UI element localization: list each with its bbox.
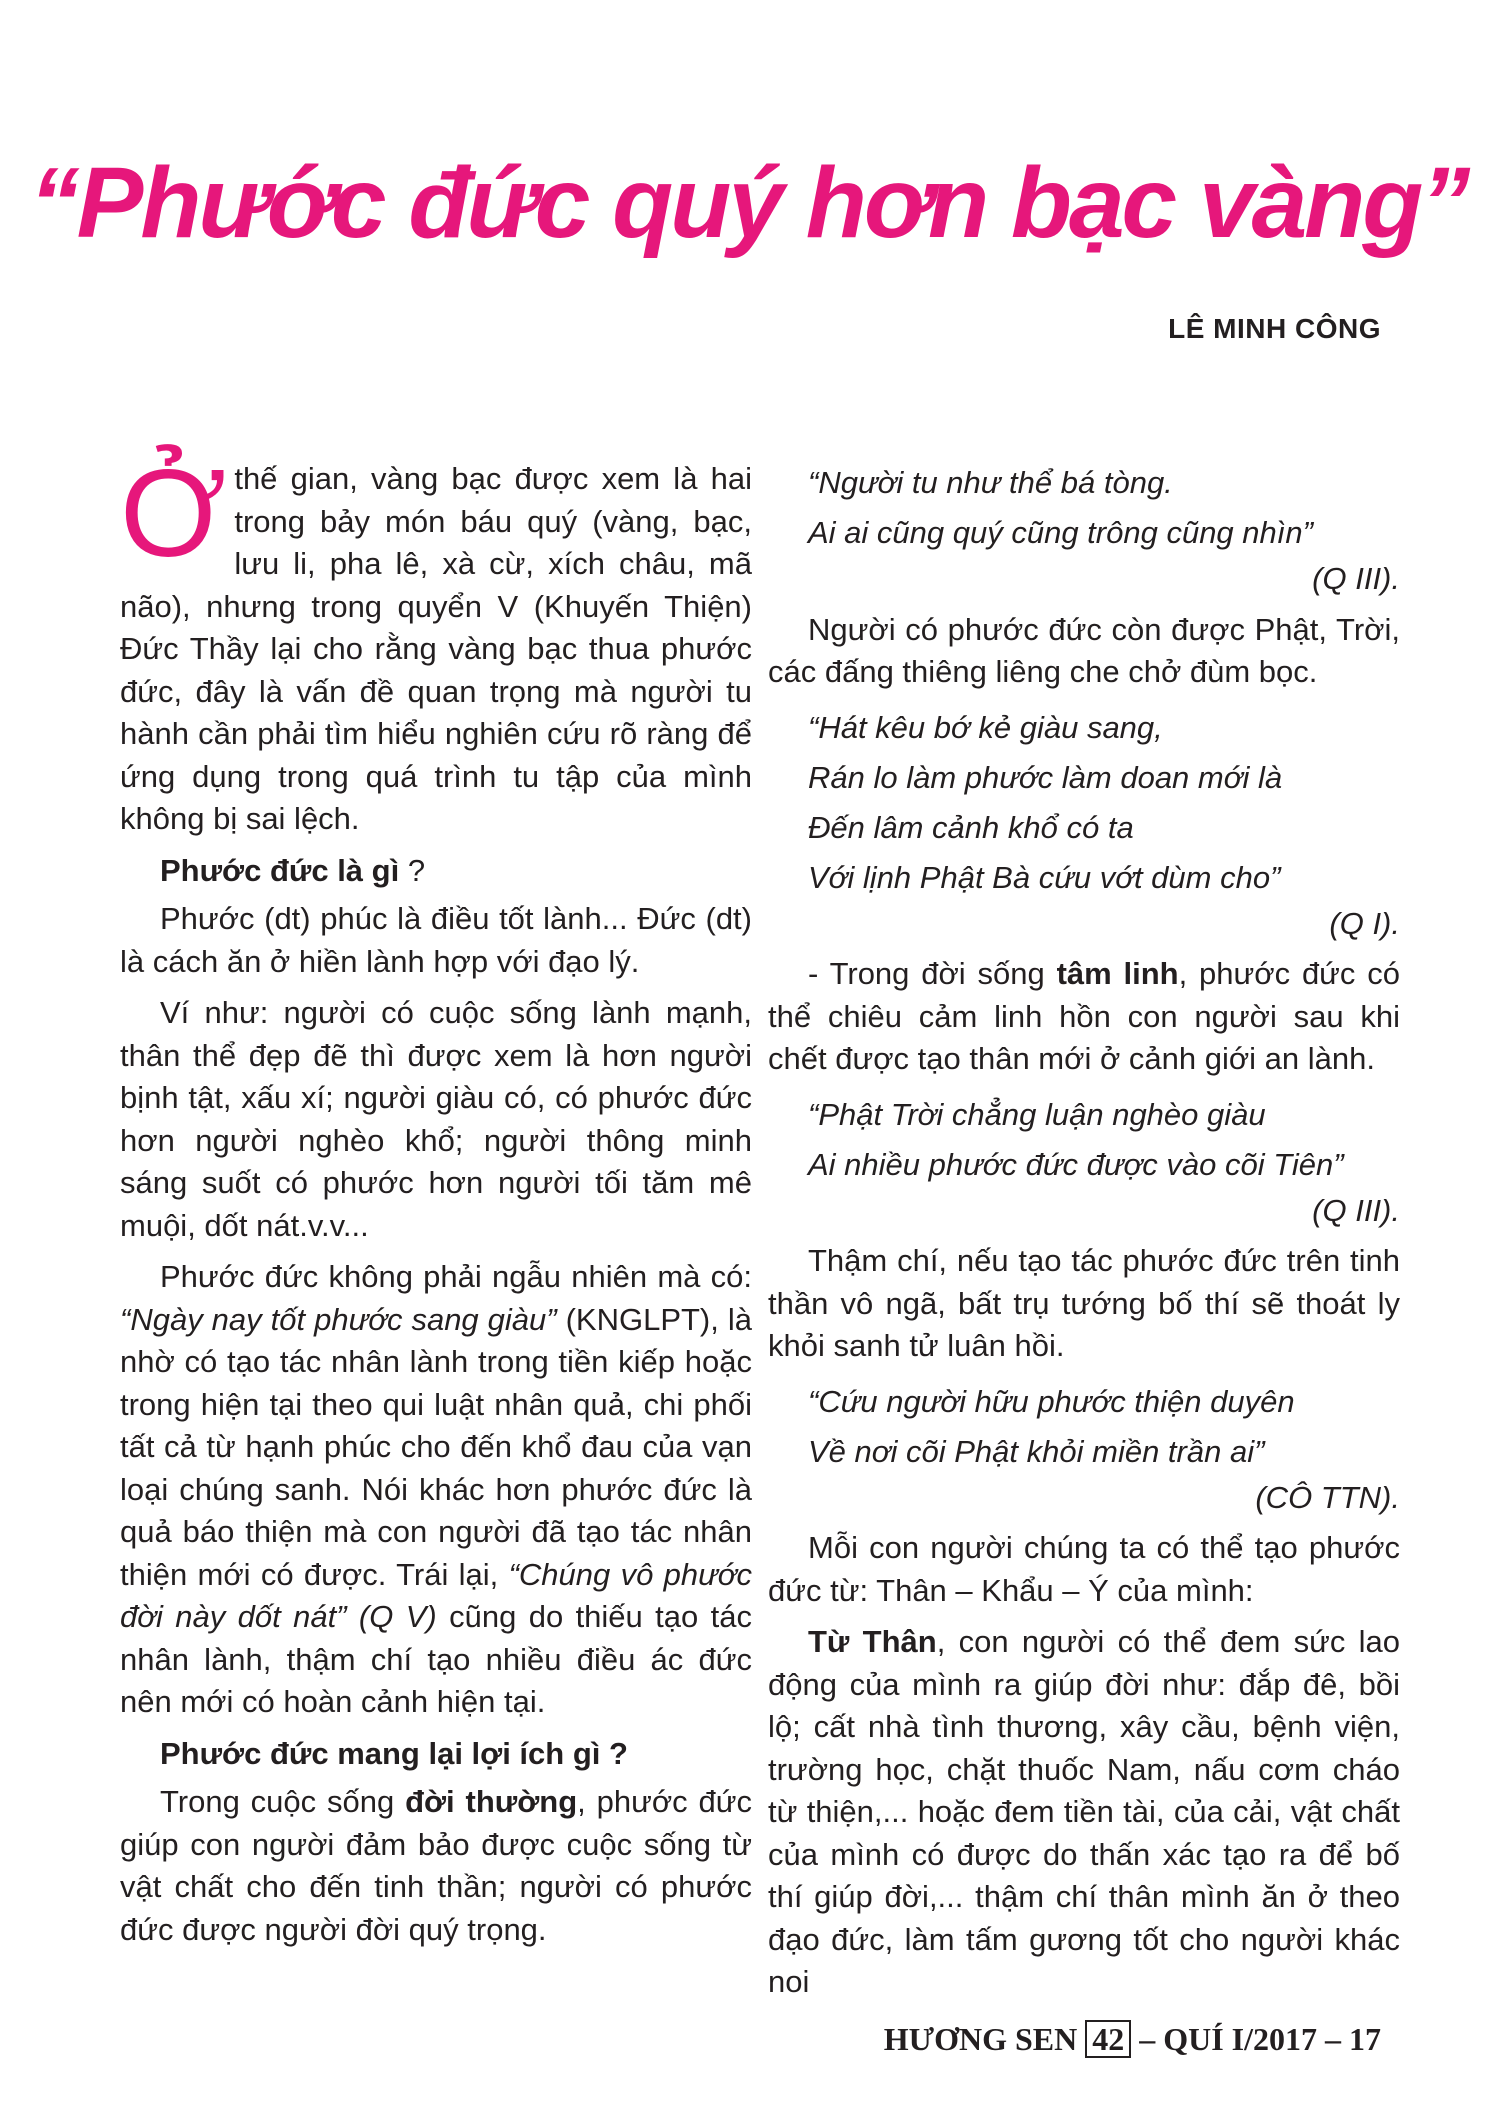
- paragraph-body-merit: Từ Thân, con người có thể đem sức lao động của mình ra giúp đời như: đắp đê, bồi lộ; cất nhà tình thương, xây cầu, bệnh viện, trường học, chặt thuốc Nam, nấu cơm cháo từ thiện,... hoặc đem tiền tài, của cải, vật chất của mình có được do thấn xác tạo ra để bố thí giúp đời,... thậm chí thân mình ăn ở theo đạo đức, làm tấm gương tốt cho người khác noi: [768, 1624, 1400, 1999]
- paragraph-origin: Phước đức không phải ngẫu nhiên mà có: “Ngày nay tốt phước sang giàu” (KNGLPT), là nhờ có tạo tác nhân lành trong tiền kiếp hoặc trong hiện tại theo qui luật nhân quả, chi phối tất cả từ hạnh phúc cho đến khổ đau của vạn loại chúng sanh. Nói khác hơn phước đức là quả báo thiện mà con người đã tạo tác nhân thiện mới có được. Trái lại, “Chúng vô phước đời này dốt nát” (Q V) cũng do thiếu tạo tác nhân lành, thậm chí tạo nhiều điều ác đức nên mới có hoàn cảnh hiện tại.: [120, 1259, 753, 1719]
- verse-line: Về nơi cõi Phật khỏi miền trần ai”: [808, 1433, 1265, 1469]
- article-title: “Phước đức quý hơn bạc vàng”: [29, 147, 1468, 259]
- verse-citation: (Q I).: [1329, 905, 1400, 941]
- paragraph-three-sources: Mỗi con người chúng ta có thể tạo phước đức từ: Thân – Khẩu – Ý của mình:: [768, 1530, 1400, 1608]
- verse-line: Với lịnh Phật Bà cứu vớt dùm cho”: [808, 859, 1281, 895]
- verse-citation: (Q III).: [1312, 1192, 1400, 1228]
- paragraph-definition: Phước (dt) phúc là điều tốt lành... Đức (dt) là cách ăn ở hiền lành hợp với đạo lý.: [120, 901, 752, 979]
- paragraph-intro: Ởthế gian, vàng bạc được xem là hai trong bảy món báu quý (vàng, bạc, lưu li, pha lê, xà cừ, xích châu, mã não), nhưng trong quyển V (Khuyến Thiện) Đức Thầy lại cho rằng vàng bạc thua phước đức, đây là vấn đề quan trọng mà người tu hành cần phải tìm hiểu nghiên cứu rõ ràng để ứng dụng trong quá trình tu tập của mình không bị sai lệch.: [120, 445, 752, 836]
- page-number: 17: [1341, 2021, 1381, 2057]
- verse-line: Rán lo làm phước làm doan mới là: [808, 759, 1283, 795]
- paragraph-protection: Người có phước đức còn được Phật, Trời, các đấng thiêng liêng che chở đùm bọc.: [768, 611, 1400, 689]
- paragraph-example: Ví như: người có cuộc sống lành mạnh, thân thể đẹp đẽ thì được xem là hơn người bịnh tật, xấu xí; người giàu có, có phước đức hơn người nghèo khổ; người thông minh sáng suốt có phước hơn người tối tăm mê muội, dốt nát.v.v...: [120, 995, 752, 1243]
- paragraph-spiritual: - Trong đời sống tâm linh, phước đức có thể chiêu cảm linh hồn con người sau khi chết được tạo thân mới ở cảnh giới an lành.: [768, 956, 1400, 1076]
- drop-cap: Ở: [120, 445, 227, 583]
- verse-citation: (Q III).: [1312, 561, 1400, 596]
- left-column: [120, 445, 753, 1960]
- magazine-name: HƯƠNG SEN: [883, 2021, 1086, 2057]
- page-footer: [884, 2020, 1381, 2058]
- author-name: LÊ MINH CÔNG: [1168, 313, 1381, 344]
- verse-citation: (CÔ TTN).: [1255, 1479, 1400, 1515]
- quarter-label: – QUÍ I/2017 –: [1131, 2021, 1341, 2057]
- verse-line: “Cứu người hữu phước thiện duyên: [808, 1383, 1295, 1419]
- verse-line: “Hát kêu bớ kẻ giàu sang,: [808, 709, 1163, 745]
- verse-line: “Phật Trời chẳng luận nghèo giàu: [808, 1096, 1266, 1132]
- section-heading-benefits: Phước đức mang lại lợi ích gì ?: [160, 1735, 628, 1771]
- section-heading-what-is: Phước đức là gì ?: [160, 852, 426, 888]
- right-column: [768, 458, 1400, 2013]
- verse-line: Đến lâm cảnh khổ có ta: [808, 809, 1134, 845]
- verse-line: “Người tu như thể bá tòng.: [808, 465, 1173, 500]
- paragraph-liberation: Thậm chí, nếu tạo tác phước đức trên tinh thần vô ngã, bất trụ tướng bố thí sẽ thoát ly khỏi sanh tử luân hồi.: [768, 1243, 1400, 1363]
- verse-line: Ai nhiều phước đức được vào cõi Tiên”: [808, 1146, 1344, 1182]
- paragraph-daily-life: Trong cuộc sống đời thường, phước đức giúp con người đảm bảo được cuộc sống từ vật chất cho đến tinh thần; người có phước đức được người đời quý trọng.: [120, 1784, 752, 1947]
- issue-number: 42: [1085, 2020, 1131, 2058]
- verse-line: Ai ai cũng quý cũng trông cũng nhìn”: [808, 515, 1313, 550]
